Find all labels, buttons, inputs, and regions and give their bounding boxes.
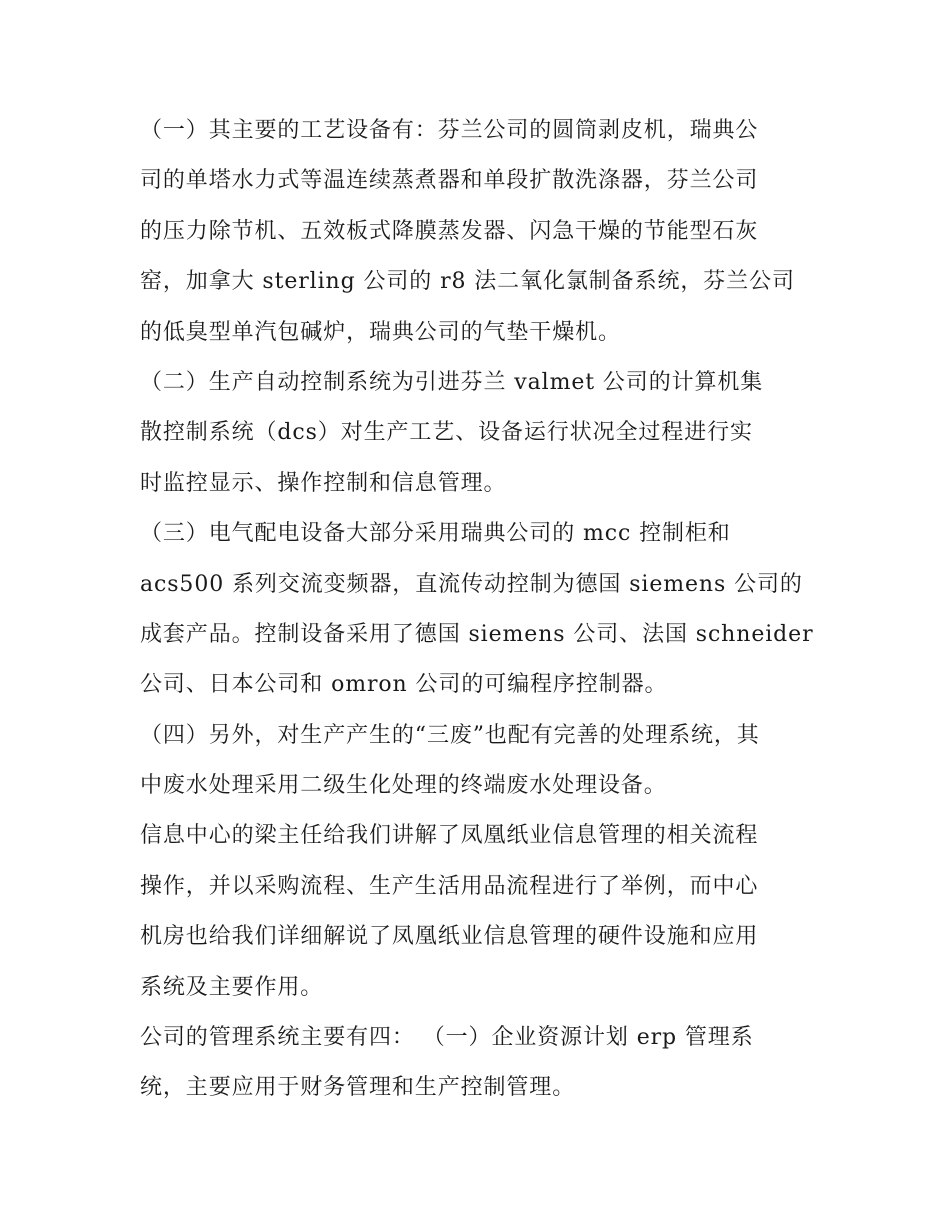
text-line: 的低臭型单汽包碱炉，瑞典公司的气垫干燥机。 (140, 319, 621, 345)
text-line: （三）电气配电设备大部分采用瑞典公司的 mcc 控制柜和 (140, 521, 731, 547)
text-line: 机房也给我们详细解说了凤凰纸业信息管理的硬件设施和应用 (140, 924, 759, 950)
text-line: 公司的管理系统主要有四： （一）企业资源计划 erp 管理系 (140, 1025, 754, 1051)
text-line: 司的单塔水力式等温连续蒸煮器和单段扩散洗涤器，芬兰公司 (140, 168, 759, 194)
text-line: （二）生产自动控制系统为引进芬兰 valmet 公司的计算机集 (140, 369, 764, 395)
text-line: （一）其主要的工艺设备有：芬兰公司的圆筒剥皮机，瑞典公 (140, 118, 759, 143)
document-page (140, 106, 820, 1114)
text-line: acs500 系列交流变频器，直流传动控制为德国 siemens 公司的 (140, 571, 803, 597)
text-line: （四）另外，对生产产生的“三废”也配有完善的处理系统，其 (140, 722, 760, 748)
text-line: 的压力除节机、五效板式降膜蒸发器、闪急干燥的节能型石灰 (140, 218, 759, 244)
text-line: 散控制系统（dcs）对生产工艺、设备运行状况全过程进行实 (140, 420, 753, 446)
text-line: 信息中心的梁主任给我们讲解了凤凰纸业信息管理的相关流程 (140, 823, 759, 849)
text-line: 中废水处理采用二级生化处理的终端废水处理设备。 (140, 773, 667, 799)
text-line: 公司、日本公司和 omron 公司的可编程序控制器。 (140, 672, 668, 698)
text-line: 时监控显示、操作控制和信息管理。 (140, 470, 507, 496)
text-line: 操作，并以采购流程、生产生活用品流程进行了举例，而中心 (140, 873, 759, 899)
text-line: 窑，加拿大 sterling 公司的 r8 法二氧化氯制备系统，芬兰公司 (140, 269, 795, 295)
text-line: 统，主要应用于财务管理和生产控制管理。 (140, 1075, 576, 1101)
text-line: 成套产品。控制设备采用了德国 siemens 公司、法国 schneider (140, 621, 814, 647)
text-line: 系统及主要作用。 (140, 974, 324, 1000)
